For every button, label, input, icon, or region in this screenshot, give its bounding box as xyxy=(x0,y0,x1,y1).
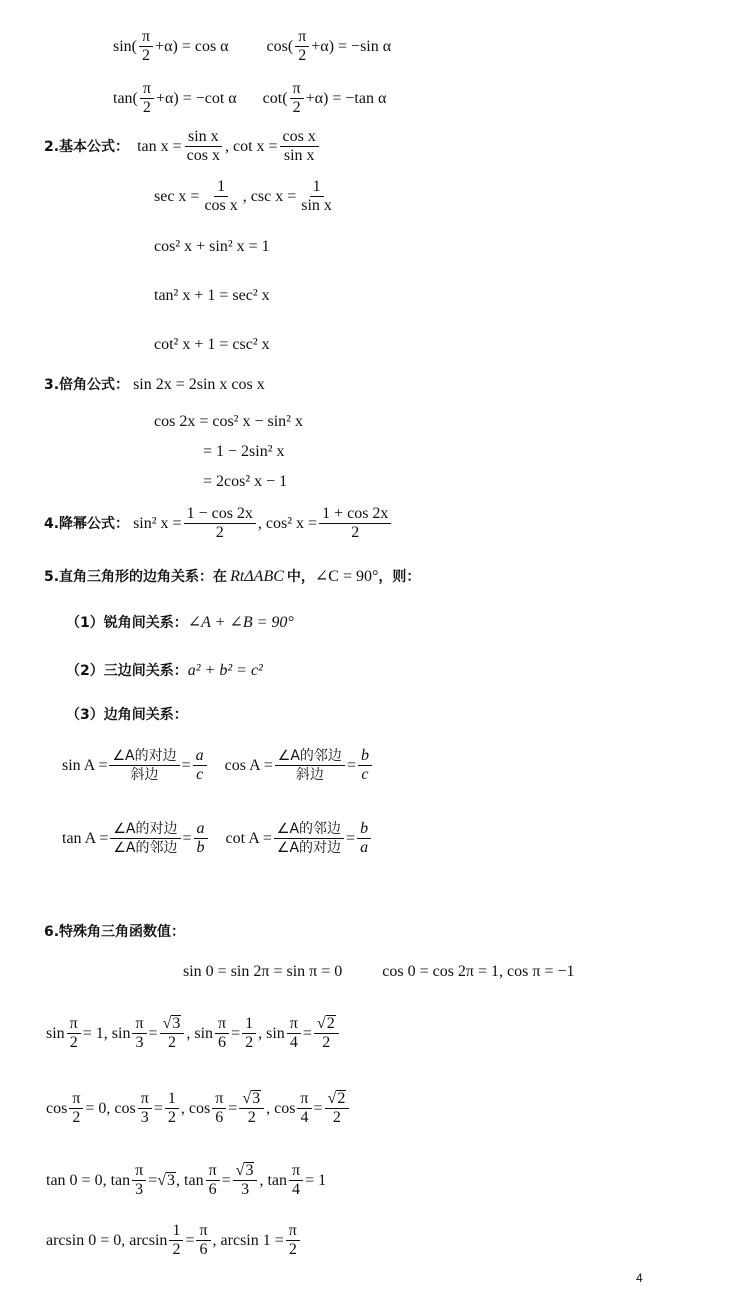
fraction: $\frac{1}{2}$ xyxy=(165,1090,179,1127)
fraction: $\frac{√3}{2}$ xyxy=(239,1090,264,1127)
page-number: 4 xyxy=(636,1271,643,1285)
sinA-cosA-line xyxy=(62,747,374,784)
formula-text: sin A = xyxy=(62,756,108,774)
side-angle-heading xyxy=(66,705,188,725)
fraction: $\frac{1}{2}$ xyxy=(169,1222,183,1259)
formula-text: = xyxy=(153,1099,163,1117)
fraction: $\frac{\text{∠A的邻边}}{\text{∠A的对边}}$ xyxy=(274,820,344,857)
fraction: $\frac{\pi}{4}$ xyxy=(297,1090,311,1127)
heading-text: ，则： xyxy=(378,569,421,585)
formula-text: = xyxy=(221,1171,231,1189)
basic-sec-csc-line xyxy=(154,178,337,215)
basic-pythagorean-1: cos² x + sin² x = 1 xyxy=(154,238,270,255)
condition-text: ∠C = 90° xyxy=(314,568,379,585)
fraction: $\frac{\pi}{2}$ xyxy=(69,1090,83,1127)
fraction: $\frac{\pi}{2}$ xyxy=(67,1015,81,1052)
basic-tan-cot-line xyxy=(44,128,321,165)
fraction: $\frac{\text{∠A的邻边}}{\text{斜边}}$ xyxy=(275,747,345,784)
special-cos-line xyxy=(46,1090,351,1127)
fraction: $\frac{\text{sin x}}{\text{cos x}}$ xyxy=(186,128,220,164)
formula-text: sin( xyxy=(113,37,137,55)
fraction: $\frac{a}{c}$ xyxy=(193,747,207,784)
formula-text: ∠A + ∠B = 90° xyxy=(187,614,294,631)
fraction: $\frac{1}{\text{cos x}}$ xyxy=(204,178,238,214)
formula-text: , sin xyxy=(258,1024,285,1042)
formula-text: sin² x = xyxy=(133,514,182,532)
formula-text: = xyxy=(148,1171,158,1189)
formula-text: +α) = cos α xyxy=(155,37,229,55)
acute-angle-relation xyxy=(66,613,294,633)
formula-text: = xyxy=(231,1024,241,1042)
formula-text: +α) = −sin α xyxy=(311,37,392,55)
formula-text: cos xyxy=(46,1099,68,1117)
fraction: $\frac{b}{c}$ xyxy=(358,747,372,784)
section-heading-double: 3.倍角公式： xyxy=(44,377,130,393)
fraction: $\frac{\pi}{2}$ xyxy=(140,80,154,117)
fraction: $\frac{\pi}{3}$ xyxy=(138,1090,152,1127)
special-sin-line xyxy=(46,1015,341,1052)
formula-text: = xyxy=(302,1024,312,1042)
fraction: $\frac{\pi}{6}$ xyxy=(212,1090,226,1127)
formula-text: sec x = xyxy=(154,187,200,205)
fraction: $\frac{\pi}{6}$ xyxy=(196,1222,210,1259)
special-angles-heading xyxy=(44,922,185,942)
side-relation xyxy=(66,661,263,681)
formula-text: tan 0 = 0, tan xyxy=(46,1171,131,1189)
sqrt-value: √3 xyxy=(157,1171,176,1189)
induction-tan-cot-line xyxy=(113,80,386,117)
fraction: $\frac{\pi}{2}$ xyxy=(290,80,304,117)
double-line-2: cos 2x = cos² x − sin² x xyxy=(154,413,303,430)
fraction: $\frac{\pi}{3}$ xyxy=(132,1162,146,1199)
formula-text: cot A = xyxy=(225,829,272,847)
formula-text: tan A = xyxy=(62,829,109,847)
formula-text: , cos xyxy=(180,1099,211,1117)
basic-pythagorean-3: cot² x + 1 = csc² x xyxy=(154,336,270,353)
fraction: $\frac{1 - \cos 2x}{2}$ xyxy=(184,505,256,542)
fraction: $\frac{\pi}{4}$ xyxy=(287,1015,301,1052)
formula-text: = xyxy=(185,1231,195,1249)
special-tan-line xyxy=(46,1162,326,1199)
fraction: $\frac{\pi}{4}$ xyxy=(289,1162,303,1199)
fraction: $\frac{\text{cos x}}{\text{sin x}}$ xyxy=(280,128,319,165)
basic-pythagorean-2: tan² x + 1 = sec² x xyxy=(154,287,270,304)
formula-text: , sin xyxy=(186,1024,214,1042)
fraction: $\frac{a}{b}$ xyxy=(194,820,208,857)
formula-text: arcsin 0 = 0, arcsin xyxy=(46,1231,168,1249)
formula-text: = xyxy=(182,829,192,847)
formula-text: sin xyxy=(46,1024,65,1042)
formula-text: a² + b² = c² xyxy=(187,662,263,679)
formula-text: = xyxy=(228,1099,238,1117)
subheading-acute: （1）锐角间关系： xyxy=(66,615,188,631)
formula-text: = xyxy=(181,756,191,774)
fraction: $\frac{1}{\text{sin x}}$ xyxy=(301,178,332,214)
fraction: $\frac{√3}{3}$ xyxy=(233,1162,258,1199)
section-heading-right-triangle: 5.直角三角形的边角关系：在 xyxy=(44,569,228,585)
formula-text: cos A = xyxy=(224,756,273,774)
formula-text: cos 0 = cos 2π = 1, cos π = −1 xyxy=(382,963,575,980)
formula-text: , cos xyxy=(266,1099,296,1117)
formula-text: = xyxy=(346,756,356,774)
fraction: $\frac{\pi}{6}$ xyxy=(206,1162,220,1199)
formula-text: cot( xyxy=(262,89,288,107)
fraction: $\frac{\pi}{2}$ xyxy=(295,28,309,65)
section-heading-basic: 2.基本公式： xyxy=(44,138,130,155)
section-heading-power: 4.降幂公式： xyxy=(44,515,130,532)
special-top-line xyxy=(183,962,574,982)
fraction: $\frac{b}{a}$ xyxy=(357,820,371,857)
fraction: $\frac{\pi}{3}$ xyxy=(132,1015,146,1052)
fraction: $\frac{1 + \cos 2x}{2}$ xyxy=(319,505,391,542)
formula-text: = xyxy=(346,829,356,847)
double-line-4: = 2cos² x − 1 xyxy=(203,473,288,490)
tanA-cotA-line xyxy=(62,820,373,857)
formula-text: tan x = xyxy=(137,137,182,155)
formula-text: , tan xyxy=(176,1171,204,1189)
section-heading-special: 6.特殊角三角函数值： xyxy=(44,924,186,940)
heading-text: 中， xyxy=(286,569,315,585)
formula-text: , tan xyxy=(259,1171,287,1189)
double-line-3: = 1 − 2sin² x xyxy=(203,443,285,460)
formula-text: +α) = −tan α xyxy=(305,89,387,107)
fraction: $\frac{√2}{2}$ xyxy=(325,1090,350,1127)
special-arcsin-line xyxy=(46,1222,302,1259)
fraction: $\frac{\text{∠A的对边}}{\text{斜边}}$ xyxy=(109,747,179,784)
formula-text: tan( xyxy=(113,89,138,107)
fraction: $\frac{1}{2}$ xyxy=(242,1015,256,1052)
power-reduction-line xyxy=(44,505,393,542)
triangle-name: RtΔABC xyxy=(230,568,284,585)
formula-text: cos( xyxy=(266,37,294,55)
formula-text: sin 2x = 2sin x cos x xyxy=(133,376,265,393)
subheading-side-angle: （3）边角间关系： xyxy=(66,707,188,723)
formula-text: , cot x = xyxy=(224,137,278,155)
fraction: $\frac{\pi}{6}$ xyxy=(215,1015,229,1052)
fraction: $\frac{√2}{2}$ xyxy=(314,1015,339,1052)
formula-text: , cos² x = xyxy=(257,514,318,532)
double-line-1 xyxy=(44,375,265,395)
subheading-sides: （2）三边间关系： xyxy=(66,663,188,679)
fraction: $\frac{√3}{2}$ xyxy=(160,1015,185,1052)
fraction: $\frac{\pi}{2}$ xyxy=(286,1222,300,1259)
formula-text: +α) = −cot α xyxy=(155,89,237,107)
formula-text: = 1 xyxy=(305,1171,327,1189)
formula-text: = 0, cos xyxy=(85,1099,136,1117)
right-triangle-heading-line xyxy=(44,567,420,587)
fraction: $\frac{\text{∠A的对边}}{\text{∠A的邻边}}$ xyxy=(110,820,180,857)
formula-text: sin 0 = sin 2π = sin π = 0 xyxy=(183,963,343,980)
fraction: $\frac{\pi}{2}$ xyxy=(139,28,153,65)
formula-text: , arcsin 1 = xyxy=(212,1231,284,1249)
formula-text: , csc x = xyxy=(242,187,297,205)
formula-text: = xyxy=(148,1024,158,1042)
induction-sin-cos-line xyxy=(113,28,391,65)
formula-text: = 1, sin xyxy=(82,1024,131,1042)
formula-text: = xyxy=(313,1099,323,1117)
